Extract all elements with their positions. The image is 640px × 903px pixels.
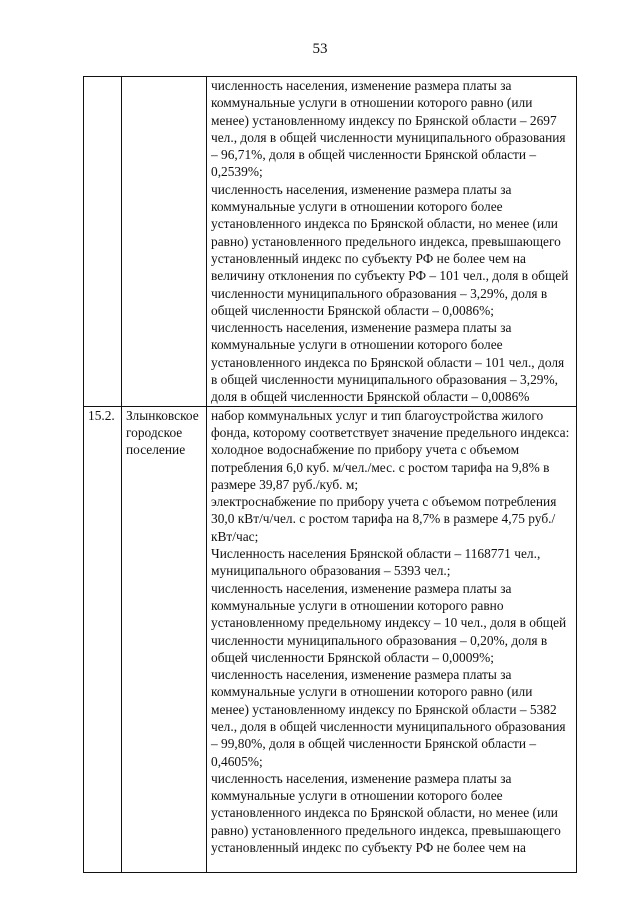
description-cell (207, 77, 577, 407)
row-number-cell (84, 77, 122, 407)
description-paragraph: электроснабжение по прибору учета с объемом потребления 30,0 кВт/ч/чел. с ростом тарифа на 8,7% в размере 4,75 руб./кВт/час; (211, 494, 557, 544)
municipality-name-cell (122, 77, 207, 407)
document-table (83, 76, 577, 873)
description-paragraph: численность населения, изменение размера платы за коммунальные услуги в отношении которого равно установленному предельному индексу – 10 чел., доля в общей численности муниципального образования – 0,20%, доля в общей численности Брянской области – 0,0009%; (211, 580, 567, 665)
description-cell (207, 406, 577, 872)
page-number: 53 (312, 41, 328, 57)
description-paragraph: Численность населения Брянской области – 1168771 чел., муниципального образования – 5393 чел.; (211, 546, 541, 579)
description-paragraph: набор коммунальных услуг и тип благоустройства жилого фонда, которому соответствует значение предельного индекса: (211, 407, 570, 440)
description-paragraph: численность населения, изменение размера платы за коммунальные услуги в отношении которого более установленного индекса по Брянской области, но менее (или равно) установленного предельного индекса, превышающего установленный индекс по субъекту РФ не более чем на (211, 770, 561, 856)
description-paragraph: численность населения, изменение размера платы за коммунальные услуги в отношении которого более установленного индекса по Брянской области, но менее (или равно) установленного предельного индекса, превышающего установленный индекс по субъекту РФ не более чем на величину отклонения по субъекту РФ – 101 чел., доля в общей численности муниципального образования – 3,29%, доля в общей численности Брянской области – 0,0086%; (211, 181, 569, 318)
municipality-name-cell: Злынковское городское поселение (122, 406, 207, 872)
table-row (84, 77, 577, 407)
description-paragraph: численность населения, изменение размера платы за коммунальные услуги в отношении которого равно (или менее) установленному индексу по Брянской области – 5382 чел., доля в общей численности муниципального образования – 99,80%, доля в общей численности Брянской области – 0,4605%; (211, 667, 566, 769)
description-paragraph: численность населения, изменение размера платы за коммунальные услуги в отношении которого более установленного индекса по Брянской области – 101 чел., доля в общей численности муниципального образования – 3,29%, доля в общей численности Брянской области – 0,0086% (211, 320, 565, 405)
table-row (84, 406, 577, 872)
description-paragraph: численность населения, изменение размера платы за коммунальные услуги в отношении которого равно (или менее) установленному индексу по Брянской области – 2697 чел., доля в общей численности муниципального образования – 96,71%, доля в общей численности Брянской области – 0,2539%; (211, 78, 566, 180)
description-paragraph: холодное водоснабжение по прибору учета с объемом потребления 6,0 куб. м/чел./мес. с ростом тарифа на 9,8% в размере 39,87 руб./куб. м; (211, 442, 550, 492)
row-number-cell: 15.2. (84, 406, 122, 872)
